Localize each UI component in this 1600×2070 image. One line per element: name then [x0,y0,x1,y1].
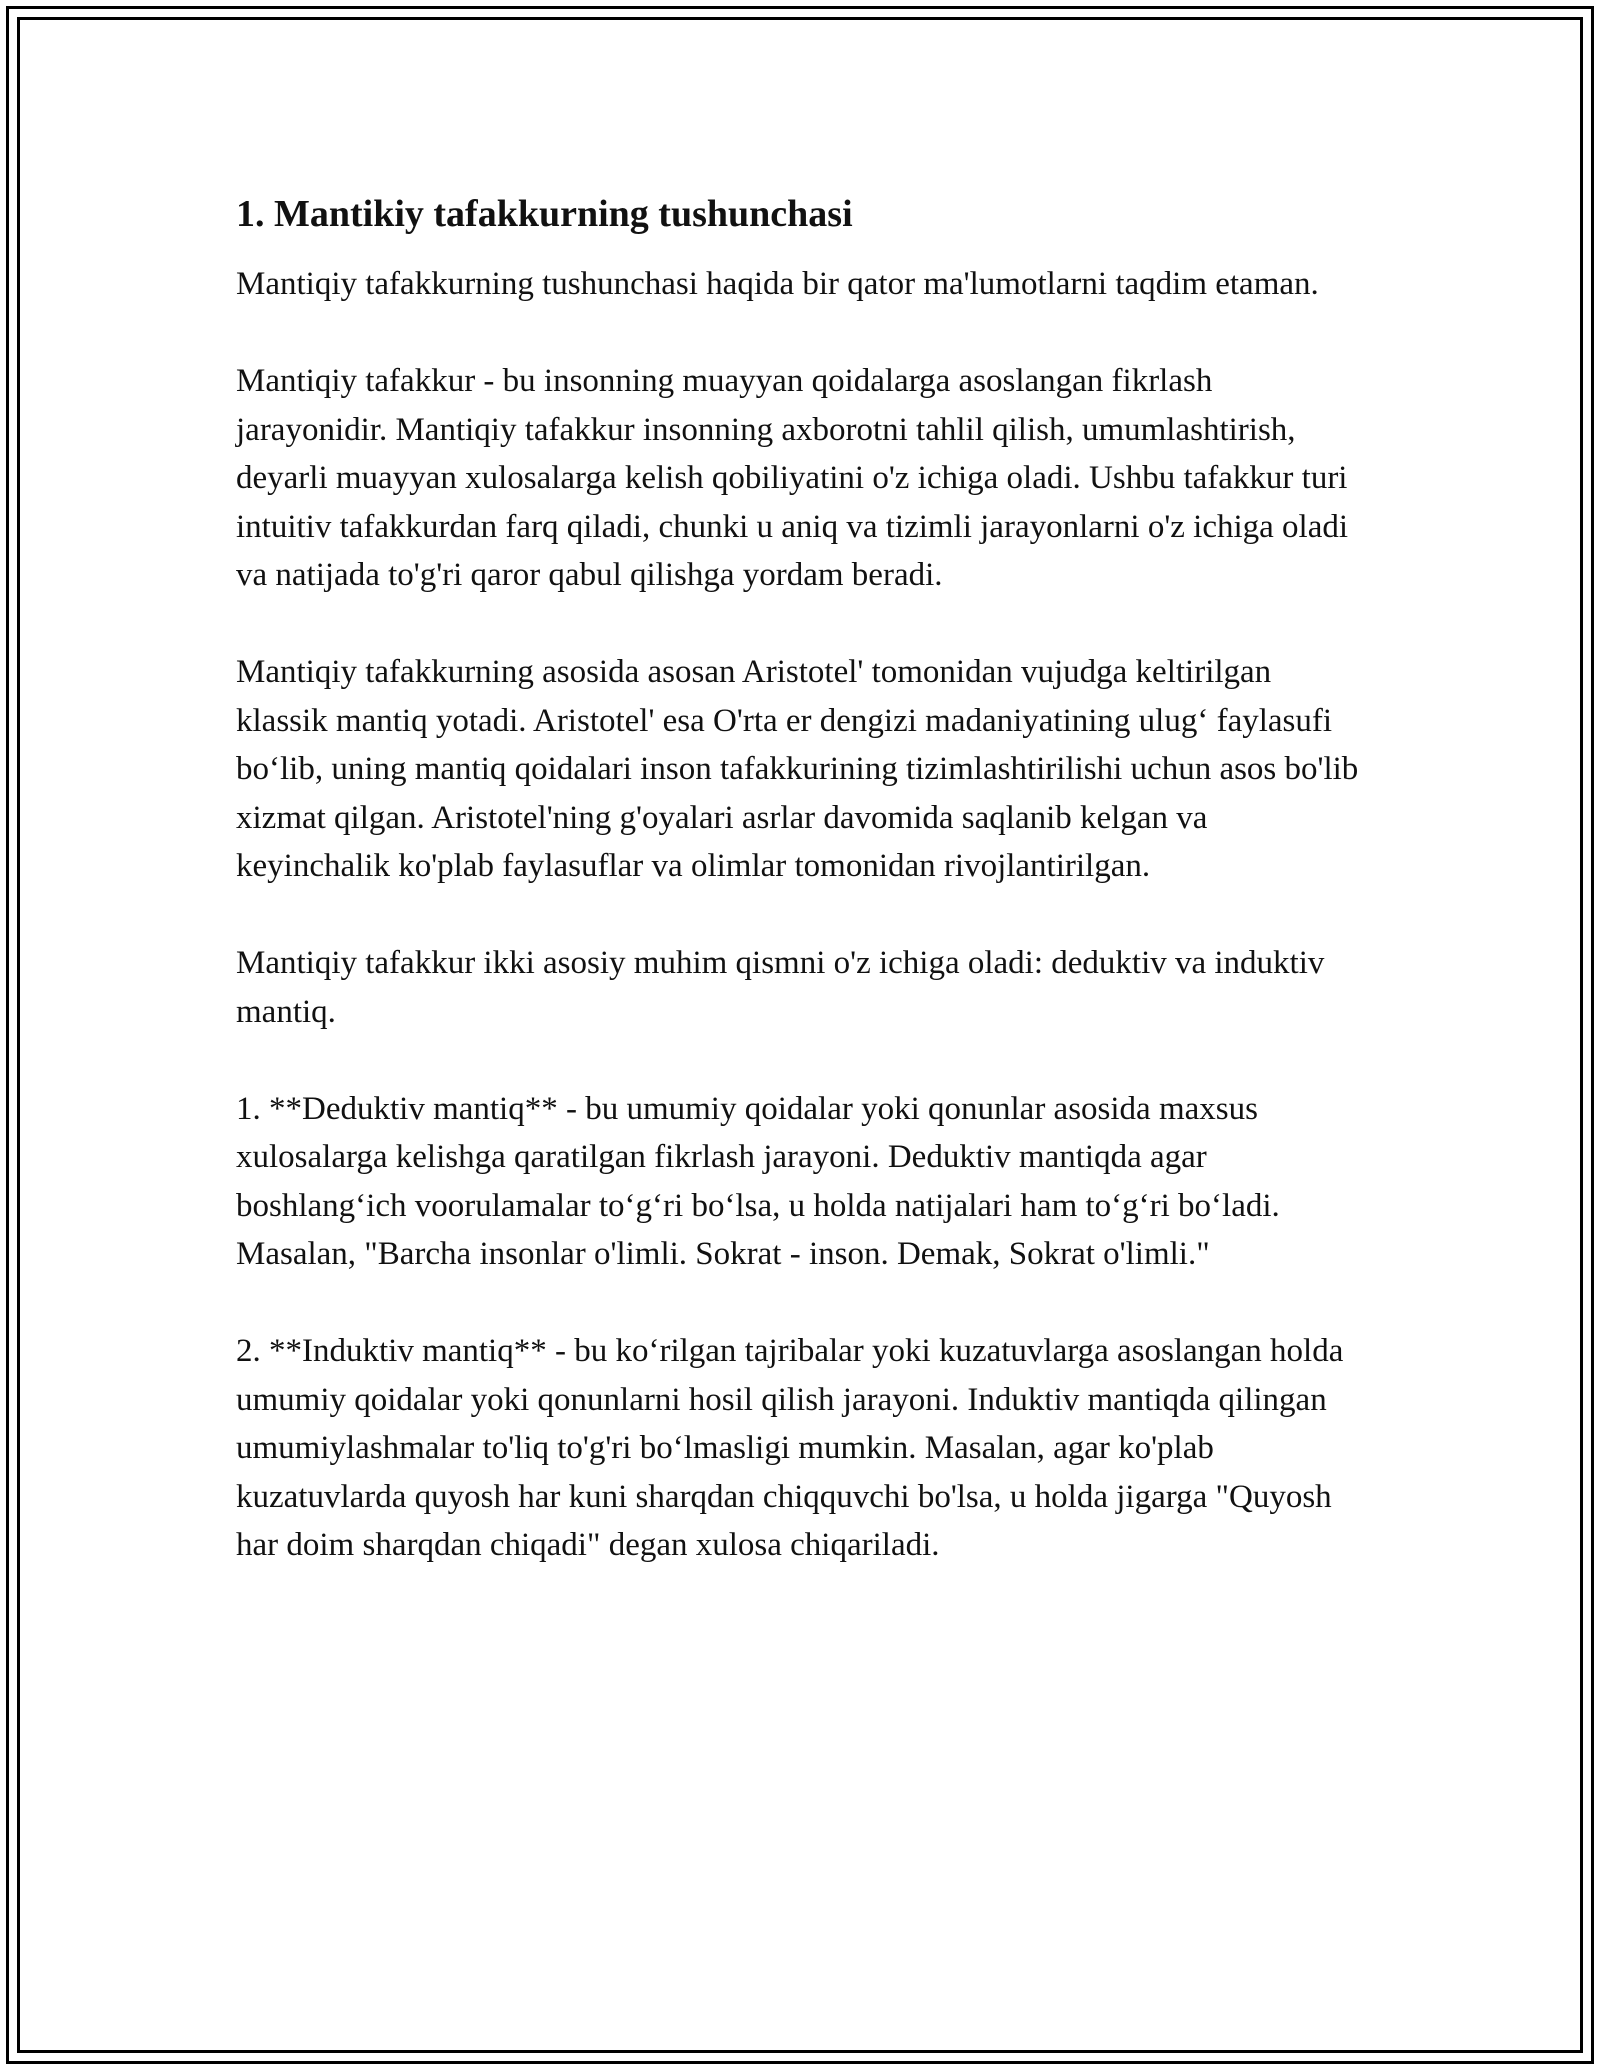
paragraph-deductive: 1. **Deduktiv mantiq** - bu umumiy qoidalar yoki qonunlar asosida maxsus xulosalarga kelishga qaratilgan fikrlash jarayoni. Deduktiv mantiqda agar boshlang‘ich voorulamalar to‘g‘ri bo‘lsa, u holda natijalari ham to‘g‘ri bo‘ladi. Masalan, "Barcha insonlar o'limli. Sokrat - inson. Demak, Sokrat o'limli." [236,1090,1280,1272]
paragraph-inductive: 2. **Induktiv mantiq** - bu ko‘rilgan tajribalar yoki kuzatuvlarga asoslangan holda umumiy qoidalar yoki qonunlarni hosil qilish jarayoni. Induktiv mantiqda qilingan umumiylashmalar to'liq to'g'ri bo‘lmasligi mumkin. Masalan, agar ko'plab kuzatuvlarda quyosh har kuni sharqdan chiqquvchi bo'lsa, u holda jigarga "Quyosh har doim sharqdan chiqadi" degan xulosa chiqariladi. [236,1333,1344,1563]
paragraph-aristotle: Mantiqiy tafakkurning asosida asosan Aristotel' tomonidan vujudga keltirilgan klassik mantiq yotadi. Aristotel' esa O'rta er dengizi madaniyatining ulug‘ faylasufi bo‘lib, uning mantiq qoidalari inson tafakkurining tizimlashtirilishi uchun asos bo'lib xizmat qilgan. Aristotel'ning g'oyalari asrlar davomida saqlanib kelgan va keyinchalik ko'plab faylasuflar va olimlar tomonidan rivojlantirilgan. [236,654,1359,884]
document-body [236,188,1366,1570]
paragraph-definition: Mantiqiy tafakkur - bu insonning muayyan qoidalarga asoslangan fikrlash jarayonidir. Mantiqiy tafakkur insonning axborotni tahlil qilish, umumlashtirish, deyarli muayyan xulosalarga kelish qobiliyatini o'z ichiga oladi. Ushbu tafakkur turi intuitiv tafakkurdan farq qiladi, chunki u aniq va tizimli jarayonlarni o'z ichiga oladi va natijada to'g'ri qaror qabul qilishga yordam beradi. [236,363,1349,593]
paragraph-two-parts: Mantiqiy tafakkur ikki asosiy muhim qismni o'z ichiga oladi: deduktiv va induktiv mantiq. [236,945,1325,1030]
document-heading: 1. Mantikiy tafakkurning tushunchasi [236,193,853,235]
paragraph-intro: Mantiqiy tafakkurning tushunchasi haqida bir qator ma'lumotlarni taqdim etaman. [236,266,1319,302]
